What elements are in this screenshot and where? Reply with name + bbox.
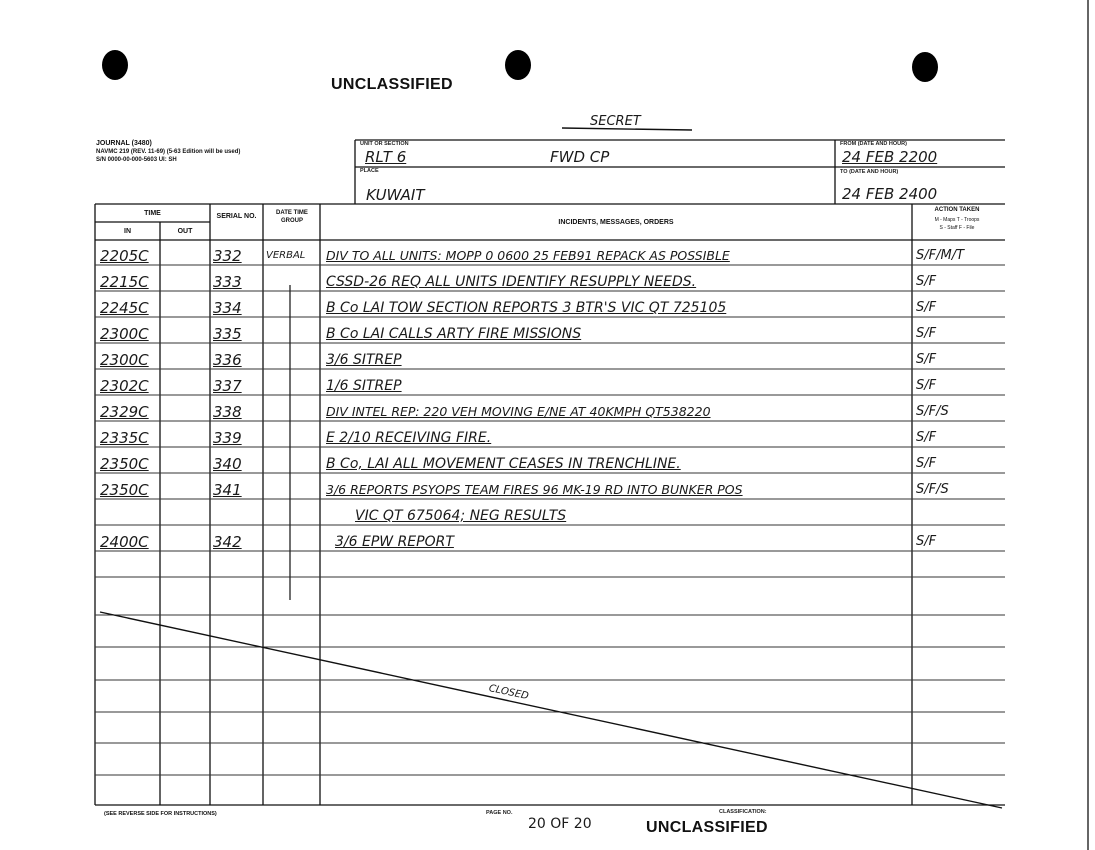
- row-time-in: 2205C: [100, 247, 149, 265]
- classification-label: CLASSIFICATION:: [719, 809, 767, 815]
- page-value: 20 OF 20: [528, 816, 592, 832]
- col-action-legend-2: S - Staff F - File: [939, 225, 975, 231]
- row-serial: 337: [213, 377, 242, 395]
- row-message: VIC QT 675064; NEG RESULTS: [355, 508, 567, 524]
- row-time-in: 2335C: [100, 429, 149, 447]
- row-action: S/F/S: [916, 482, 949, 497]
- row-time-in: 2302C: [100, 377, 149, 395]
- row-action: S/F/S: [916, 404, 949, 419]
- unit-value-2: FWD CP: [550, 148, 610, 166]
- col-serial: SERIAL NO.: [216, 213, 257, 220]
- row-action: S/F: [916, 378, 937, 393]
- form-title: JOURNAL (3480): [96, 140, 152, 147]
- row-time-in: 2300C: [100, 325, 149, 343]
- row-serial: 336: [213, 351, 242, 369]
- row-action: S/F: [916, 326, 937, 341]
- row-serial: 341: [213, 481, 242, 499]
- to-label: TO (DATE AND HOUR): [840, 169, 899, 175]
- col-action: ACTION TAKEN: [934, 207, 980, 213]
- row-serial: 339: [213, 429, 242, 447]
- row-serial: 333: [213, 273, 242, 291]
- secret-stamp: SECRET: [590, 114, 641, 129]
- row-message: B Co LAI TOW SECTION REPORTS 3 BTR'S VIC QT 725105: [326, 300, 727, 316]
- place-label: PLACE: [360, 168, 379, 174]
- row-time-in: 2350C: [100, 481, 149, 499]
- col-incidents: INCIDENTS, MESSAGES, ORDERS: [558, 219, 674, 226]
- row-serial: 334: [213, 299, 242, 317]
- col-dtg: DATE TIME GROUP: [276, 210, 308, 224]
- row-time-in: 2300C: [100, 351, 149, 369]
- row-message: 3/6 SITREP: [326, 352, 402, 368]
- row-serial: 338: [213, 403, 242, 421]
- row-serial: 332: [213, 247, 242, 265]
- row-action: S/F: [916, 274, 937, 289]
- form-number: NAVMC 219 (REV. 11-69) (5-63 Edition will be used): [96, 149, 241, 155]
- from-label: FROM (DATE AND HOUR): [840, 141, 907, 147]
- row-action: S/F: [916, 300, 937, 315]
- row-serial: 340: [213, 455, 242, 473]
- from-value: 24 FEB 2200: [842, 148, 938, 166]
- row-action: S/F/M/T: [916, 248, 965, 263]
- row-serial: 342: [213, 533, 242, 551]
- row-time-in: 2350C: [100, 455, 149, 473]
- row-serial: 335: [213, 325, 242, 343]
- row-action: S/F: [916, 534, 937, 549]
- row-time-in: 2215C: [100, 273, 149, 291]
- row-time-in: 2329C: [100, 403, 149, 421]
- row-action: S/F: [916, 430, 937, 445]
- classification-bottom: UNCLASSIFIED: [646, 819, 768, 836]
- row-message: E 2/10 RECEIVING FIRE.: [326, 430, 492, 446]
- col-action-legend-1: M - Maps T - Troops: [934, 217, 980, 223]
- classification-top: UNCLASSIFIED: [331, 76, 453, 93]
- closed-note: CLOSED: [487, 683, 530, 703]
- row-message: B Co LAI CALLS ARTY FIRE MISSIONS: [326, 326, 582, 342]
- unit-value: RLT 6: [365, 148, 407, 166]
- row-time-in: 2245C: [100, 299, 149, 317]
- row-message: 1/6 SITREP: [326, 378, 402, 394]
- row-message: B Co, LAI ALL MOVEMENT CEASES IN TRENCHLINE.: [326, 456, 681, 472]
- place-value: KUWAIT: [366, 186, 425, 204]
- row-message: 3/6 EPW REPORT: [335, 534, 454, 550]
- row-message: CSSD-26 REQ ALL UNITS IDENTIFY RESUPPLY NEEDS.: [326, 274, 697, 290]
- row-action: S/F: [916, 456, 937, 471]
- instructions-note: (SEE REVERSE SIDE FOR INSTRUCTIONS): [104, 811, 217, 817]
- row-action: S/F: [916, 352, 937, 367]
- form-stock-number: S/N 0000-00-000-5603 UI: SH: [96, 157, 177, 163]
- row-dtg: VERBAL: [266, 250, 306, 261]
- to-value: 24 FEB 2400: [842, 185, 938, 203]
- page-label: PAGE NO.: [486, 810, 513, 816]
- row-message: DIV INTEL REP: 220 VEH MOVING E/NE AT 40KMPH QT538220: [326, 404, 711, 419]
- row-message: 3/6 REPORTS PSYOPS TEAM FIRES 96 MK-19 RD INTO BUNKER POS: [326, 482, 743, 497]
- row-message: DIV TO ALL UNITS: MOPP 0 0600 25 FEB91 REPACK AS POSSIBLE: [326, 248, 730, 263]
- unit-label: UNIT OR SECTION: [360, 141, 409, 147]
- col-in: IN: [124, 228, 131, 235]
- col-out: OUT: [177, 228, 193, 235]
- col-time: TIME: [144, 210, 161, 217]
- row-time-in: 2400C: [100, 533, 149, 551]
